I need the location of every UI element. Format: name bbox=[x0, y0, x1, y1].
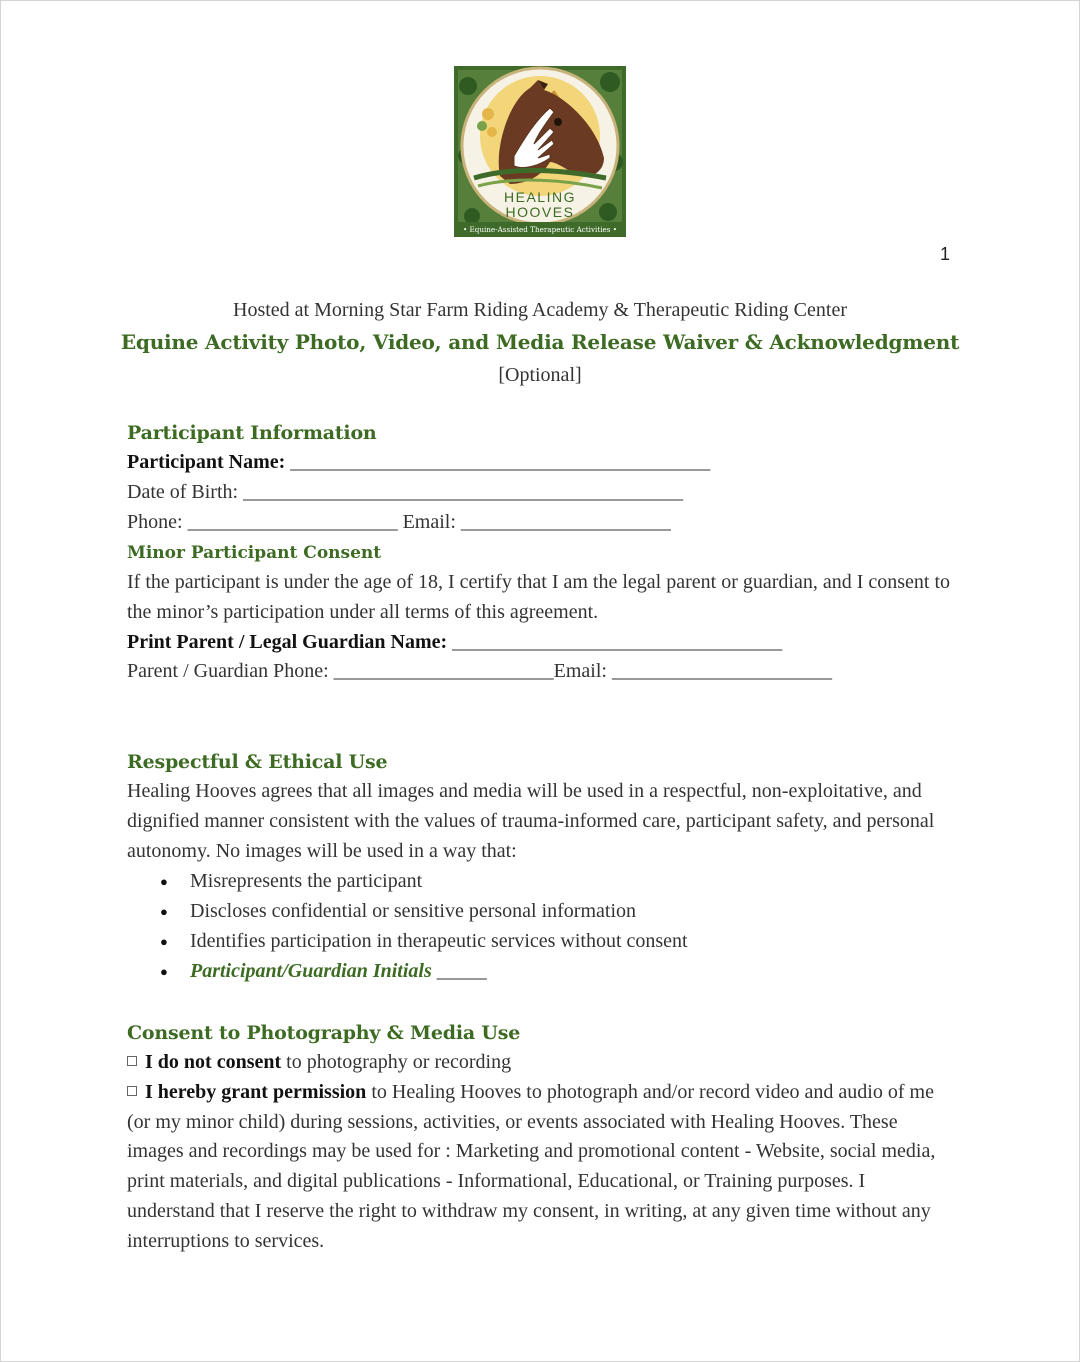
participant-name-field[interactable] bbox=[127, 448, 957, 478]
grant-permission-text: to Healing Hooves to photograph and/or record video and audio of me (or my minor child) during sessions, activities, or events associated with Healing Hooves. These images and recordings may be used for : Marketing and promotional content - Website, social media, print materials, and digital publications - Informational, Educational, or Training purposes. I understand that I reserve the right to withdraw my consent, in writing, at any given time without any interruptions to services. bbox=[127, 1080, 936, 1253]
minor-consent-text: If the participant is under the age of 18, I certify that I am the legal parent or guardian, and I consent to the minor’s participation under all terms of this agreement. bbox=[127, 570, 951, 623]
email-blank: _____________________ bbox=[455, 510, 671, 533]
minor-consent-heading: Minor Participant Consent bbox=[127, 542, 382, 563]
dob-blank: ____________________________________________ bbox=[238, 480, 684, 503]
do-not-consent-rest: to photography or recording bbox=[281, 1050, 512, 1073]
initials-item[interactable] bbox=[127, 957, 957, 987]
document-header bbox=[0, 296, 1080, 390]
document-title: Equine Activity Photo, Video, and Media Release Waiver & Acknowledgment bbox=[120, 330, 960, 354]
guardian-phone-label: Parent / Guardian Phone: bbox=[127, 660, 329, 683]
guardian-phone-blank: ______________________ bbox=[328, 660, 554, 683]
grant-permission-checkbox[interactable] bbox=[127, 1086, 137, 1096]
guardian-name-label: Print Parent / Legal Guardian Name: bbox=[127, 630, 448, 653]
list-item: ● Misrepresents the participant bbox=[127, 867, 957, 897]
spacer bbox=[127, 987, 957, 1018]
grant-permission-option[interactable] bbox=[127, 1078, 957, 1257]
participant-name-label: Participant Name: bbox=[127, 451, 286, 473]
list-item: ● Discloses confidential or sensitive personal information bbox=[127, 897, 957, 927]
hosted-at-line: Hosted at Morning Star Farm Riding Academy & Therapeutic Riding Center bbox=[233, 299, 847, 321]
respectful-use-list bbox=[127, 867, 957, 987]
media-consent-heading: Consent to Photography & Media Use bbox=[127, 1021, 521, 1044]
phone-email-fields[interactable] bbox=[127, 508, 957, 538]
optional-label: [Optional] bbox=[498, 364, 582, 386]
guardian-name-field[interactable] bbox=[127, 628, 957, 658]
do-not-consent-option[interactable] bbox=[127, 1048, 957, 1078]
guardian-phone-email-fields[interactable] bbox=[127, 657, 957, 687]
phone-label: Phone: bbox=[127, 510, 183, 533]
phone-blank: _____________________ bbox=[182, 510, 403, 533]
respectful-use-text: Healing Hooves agrees that all images and media will be used in a respectful, non-exploitative, and dignified manner consistent with the values of trauma-informed care, participant safety, and personal autonomy. No images will be used in a way that: bbox=[127, 780, 935, 863]
logo-tagline: • Equine-Assisted Therapeutic Activities • bbox=[463, 225, 617, 234]
grant-permission-label: I hereby grant permission bbox=[145, 1080, 367, 1103]
logo-line2: HOOVES bbox=[505, 204, 575, 220]
guardian-email-label: Email: bbox=[553, 660, 607, 683]
date-of-birth-field[interactable] bbox=[127, 478, 957, 508]
guardian-name-blank: _________________________________ bbox=[447, 630, 783, 653]
logo-line1: HEALING bbox=[504, 189, 576, 205]
guardian-email-blank: ______________________ bbox=[606, 660, 832, 683]
initials-label: Participant/Guardian Initials bbox=[190, 959, 432, 982]
page-number: 1 bbox=[940, 244, 951, 264]
do-not-consent-checkbox[interactable] bbox=[127, 1056, 137, 1066]
participant-info-heading: Participant Information bbox=[127, 422, 377, 444]
participant-name-blank: __________________________________________ bbox=[285, 451, 711, 473]
document-body bbox=[127, 418, 957, 1257]
initials-blank: _____ bbox=[431, 959, 487, 982]
respectful-use-heading: Respectful & Ethical Use bbox=[127, 751, 388, 774]
list-item: ● Identifies participation in therapeutic services without consent bbox=[127, 927, 957, 957]
email-label: Email: bbox=[402, 510, 456, 533]
spacer bbox=[127, 687, 957, 747]
dob-label: Date of Birth: bbox=[127, 480, 239, 503]
do-not-consent-label: I do not consent bbox=[145, 1050, 282, 1073]
healing-hooves-logo bbox=[454, 66, 626, 237]
